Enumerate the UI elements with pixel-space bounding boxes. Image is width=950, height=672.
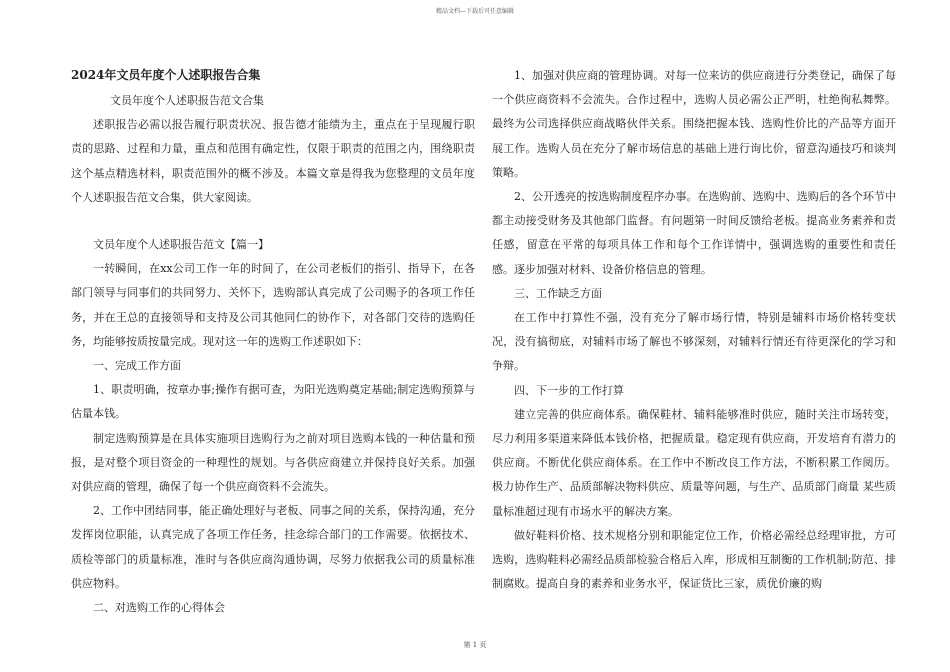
page-number: 第 1 页 (463, 641, 487, 649)
paragraph: 建立完善的供应商体系。确保鞋材、辅料能够准时供应，随时关注市场转变，尽力利用多渠道来降低本钱价格，把握质量。稳定现有供应商，开发培育有潜力的供应商。不断优化供应商体系。在工作中不断改良工作方法，不断积累工作阅历。极力协作生产、品质部解决物料供应、质量等问题，与生产、品质部门商量 某些质量标准超过现有市场水平的解决方案。 (492, 407, 896, 518)
paragraph: 在工作中打算性不强，没有充分了解市场行情，特别是辅料市场价格转变状况，没有搞彻底，对辅料市场了解也不够深刻，对辅料行情还有待更深化的学习和争辩。 (492, 311, 896, 373)
section-title: 文员年度个人述职报告范文【篇一】 (93, 238, 269, 252)
paragraph: 制定选购预算是在具体实施项目选购行为之前对项目选购本钱的一种估量和预报，是对整个项目资金的一种理性的规划。与各供应商建立并保持良好关系。加强对供应商的管理，确保了每一个供应商资料不会流失。 (71, 431, 475, 494)
heading-shortcomings: 三、工作缺乏方面 (514, 286, 602, 300)
paragraph: 做好鞋料价格、技术规格分别和职能定位工作，价格必需经总经理审批，方可选购，选购鞋料必需经品质部检验合格后入库，形成相互制衡的工作机制;防范、排制腐败。提高自身的素养和业务水平，保证货比三家，质优价廉的购 (492, 528, 896, 591)
paragraph: 一转瞬间，在xx公司工作一年的时间了，在公司老板们的指引、指导下，在各部门领导与同事们的共同努力、关怀下，选购部认真完成了公司赐予的各项工作任务，并在王总的直接领导和支持及公司其他同仁的协作下，对各部门交待的选购任务，均能够按质按量完成。现对这一年的选购工作述职如下： (71, 262, 475, 348)
paragraph: 1、加强对供应商的管理协调。对每一位来访的供应商进行分类登记，确保了每一个供应商资料不会流失。合作过程中，选购人员必需公正严明，杜绝徇私舞弊。最终为公司选择供应商战略伙伴关系。围绕把握本钱、选购性价比的产品等方面开展工作。选购人员在充分了解市场信息的基础上进行询比价，留意沟通技巧和谈判策略。 (492, 69, 896, 179)
right-column (492, 64, 896, 596)
page-header: 精品文档---下载后可任意编辑 (435, 8, 515, 15)
heading-next-plan: 四、下一步的工作打算 (514, 383, 624, 397)
left-column (71, 64, 475, 620)
paragraph: 1、职责明确，按章办事;操作有据可查，为阳光选购奠定基础;制定选购预算与估量本钱。 (71, 383, 475, 421)
heading-experience: 二、对选购工作的心得体会 (93, 601, 225, 615)
heading-completed-work: 一、完成工作方面 (93, 359, 181, 373)
spacer (71, 210, 475, 233)
paragraph: 2、工作中团结同事，能正确处理好与老板、同事之间的关系，保持沟通，充分发挥岗位职能，认真完成了各项工作任务，挂念综合部门的工作需要。依据技术、质检等部门的质量标准，准时与各供应商沟通协调，尽努力依据我公司的质量标准供应物料。 (71, 504, 475, 590)
document-subtitle: 文员年度个人述职报告范文合集 (110, 94, 264, 107)
intro-paragraph: 述职报告必需以报告履行职责状况、报告德才能绩为主，重点在于呈现履行职责的思路、过程和力量，重点和范围有确定性，仅限于职责的范围之内，围绕职责这个基点精选材料，职责范围外的概不涉及。本篇文章是得我为您整理的文员年度个人述职报告范文合集，供大家阅读。 (71, 118, 475, 204)
document-title: 2024年文员年度个人述职报告合集 (71, 68, 261, 82)
paragraph: 2、公开透亮的按选购制度程序办事。在选购前、选购中、选购后的各个环节中都主动接受财务及其他部门监督。有问题第一时间反馈给老板。提高业务素养和责任感，留意在平常的每项具体工作和每个工作详情中，强调选购的重要性和责任感。逐步加强对材料、设备价格信息的管理。 (492, 190, 896, 276)
